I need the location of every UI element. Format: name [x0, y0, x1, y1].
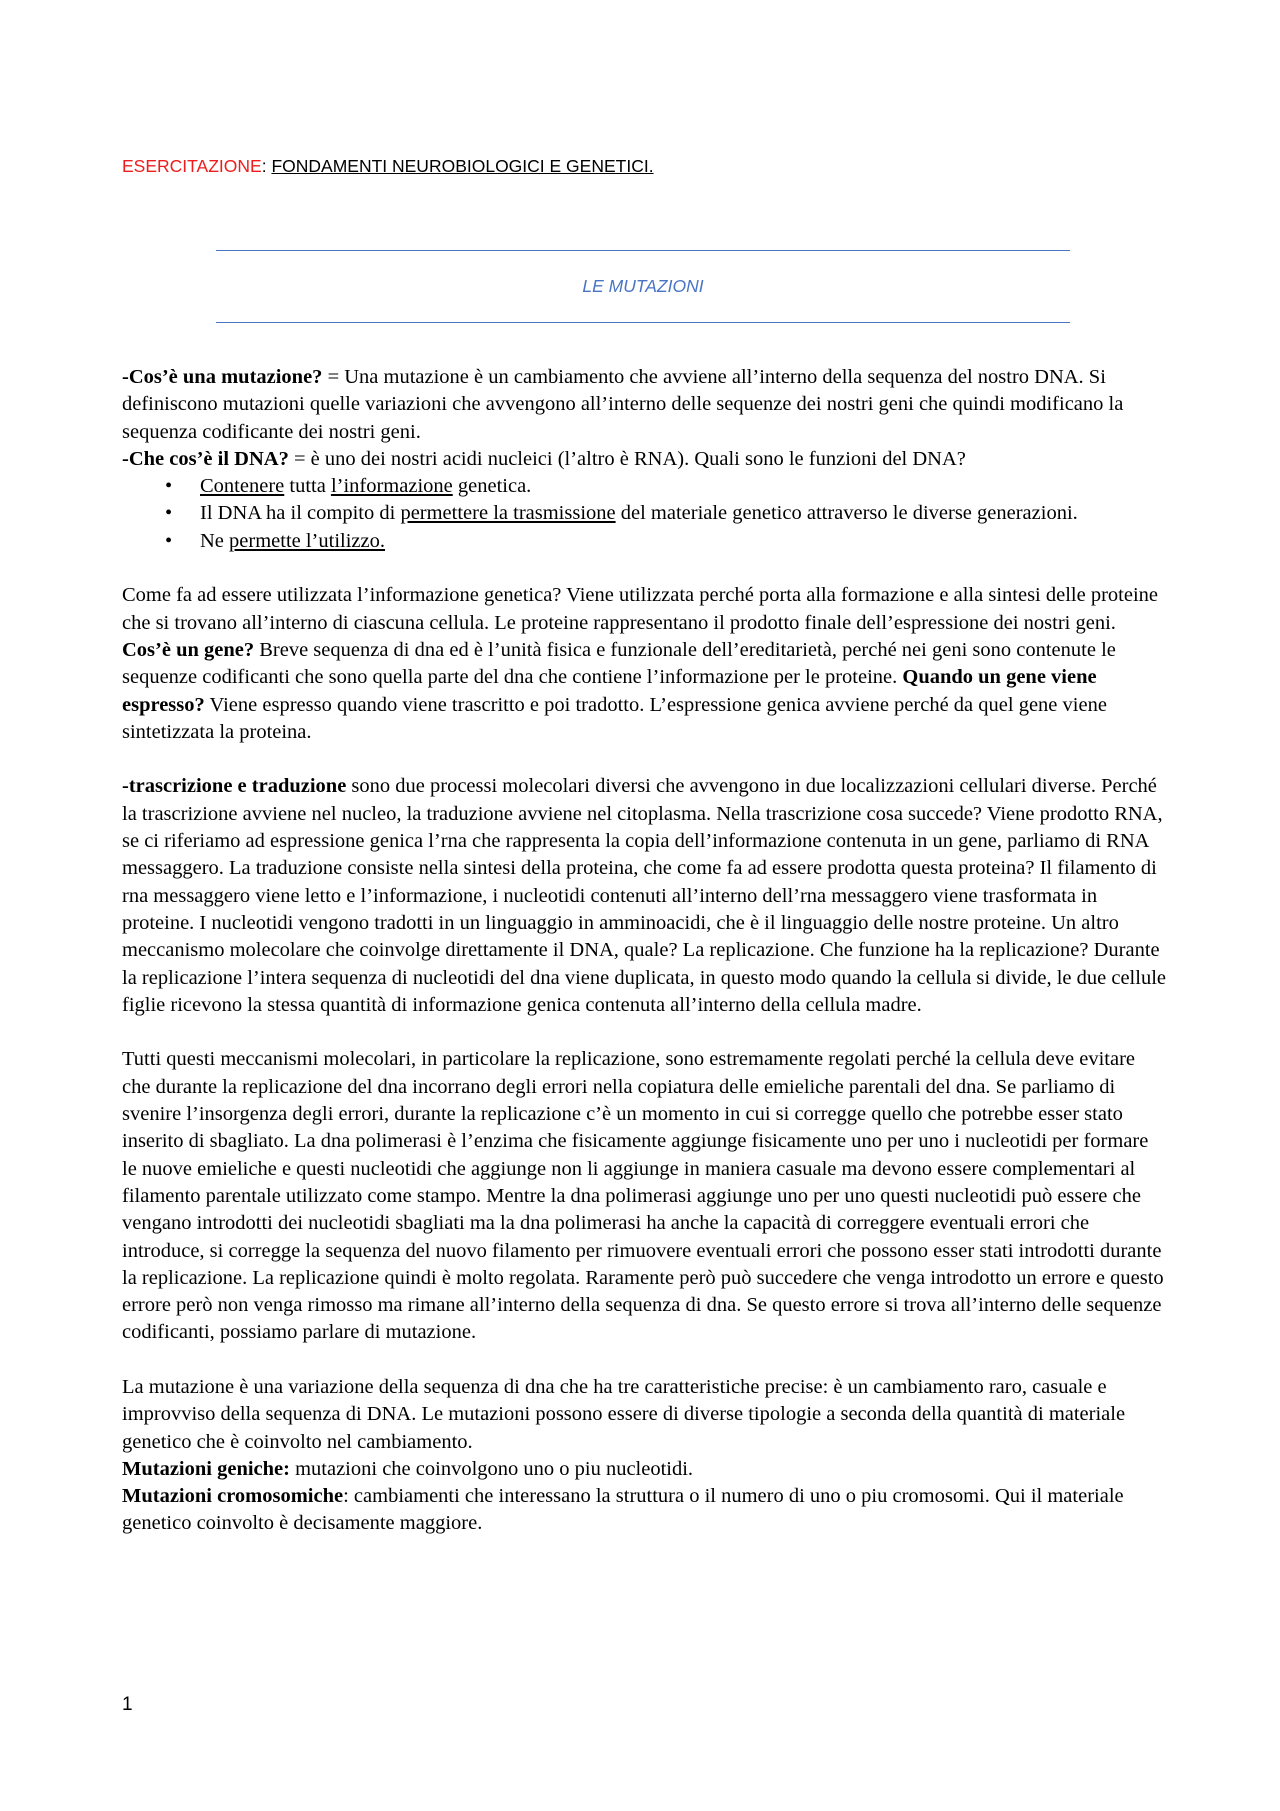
question-expression-label: Quando un gene viene espresso?	[122, 666, 1097, 716]
list-item	[122, 473, 1168, 500]
paragraph-gap	[122, 1347, 1168, 1374]
paragraph-text: mutazioni che coinvolgono uno o piu nucleotidi.	[289, 1457, 694, 1480]
underlined-text: Contenere	[200, 475, 285, 498]
question-dna-label: -Che cos’è il DNA?	[122, 447, 289, 470]
list-text: tutta	[284, 475, 331, 498]
paragraph-text: sono due processi molecolari diversi che avvengono in due localizzazioni cellulari diverse. Perché la trascrizione avviene nel nucleo, la traduzione avviene nel citoplasma. Nella trascrizione cosa succede? Viene prodotto RNA, se ci riferiamo ad espressione genica l’rna che rappresenta la copia dell’informazione contenuta in un gene, parliamo di RNA messaggero. La traduzione consiste nella sintesi della proteina, che come fa ad essere prodotta questa proteina? Il filamento di rna messaggero viene letto e l’informazione, i nucleotidi contenuti all’interno dell’rna messaggero viene trasformata in proteine. I nucleotidi vengono tradotti in un linguaggio in amminoacidi, che è il linguaggio delle nostre proteine. Un altro meccanismo molecolare che coinvolge direttamente il DNA, quale? La replicazione. Che funzione ha la replicazione? Durante la replicazione l’intera sequenza di nucleotidi del dna viene duplicata, in questo modo quando la cellula si divide, le due cellule figlie ricevono la stessa quantità di informazione genica contenuta all’interno della cellula madre.	[122, 775, 1166, 1016]
list-item	[122, 500, 1168, 527]
list-item	[122, 528, 1168, 555]
bullet-icon: •	[165, 475, 173, 498]
paragraph-transcription	[122, 773, 1168, 1019]
gene-mutations-label: Mutazioni geniche:	[122, 1457, 290, 1480]
paragraph-text: : cambiamenti che interessano la struttura o il numero di uno o piu cromosomi. Qui il materiale genetico coinvolto è decisamente maggiore.	[122, 1485, 1124, 1535]
question-gene-label: Cos’è un gene?	[122, 638, 255, 661]
underlined-text: permettere la trasmissione	[400, 502, 616, 525]
header-separator: :	[261, 156, 272, 176]
bullet-icon: •	[165, 502, 173, 525]
paragraph-gap	[122, 746, 1168, 773]
exercise-header	[122, 156, 654, 177]
list-text: genetica.	[452, 475, 532, 498]
section-title: LE MUTAZIONI	[582, 276, 704, 296]
underlined-text: l’informazione	[330, 475, 453, 498]
paragraph-text: Viene espresso quando viene trascritto e poi tradotto. L’espressione genica avviene perché da quel gene viene sintetizzata la proteina.	[122, 693, 1107, 743]
question-dna	[122, 446, 1168, 473]
question-mutation-text: = Una mutazione è un cambiamento che avviene all’interno della sequenza del nostro DNA. Si definiscono mutazioni quelle variazioni che avvengono all’interno delle sequenze dei nostri geni che quindi modificano la sequenza codificante dei nostri geni.	[122, 366, 1124, 443]
bullet-icon: •	[165, 529, 173, 552]
underlined-text: permette l’utilizzo.	[229, 529, 385, 552]
list-text: Il DNA ha il compito di	[200, 502, 401, 525]
paragraph-gap	[122, 1019, 1168, 1046]
paragraph-gap	[122, 555, 1168, 582]
header-topic: FONDAMENTI NEUROBIOLOGICI E GENETICI.	[271, 156, 654, 176]
document-body	[122, 364, 1168, 1538]
title-rule-bottom	[216, 322, 1070, 323]
paragraph-gene	[122, 582, 1168, 746]
dna-functions-list	[122, 473, 1168, 555]
header-label: ESERCITAZIONE	[122, 156, 262, 176]
paragraph-mutation: La mutazione è una variazione della sequenza di dna che ha tre caratteristiche precise: è un cambiamento raro, casuale e improvviso della sequenza di DNA. Le mutazioni possono essere di diverse tipologie a seconda della quantità di materiale genetico che è coinvolto nel cambiamento.	[122, 1375, 1126, 1453]
list-text: del materiale genetico attraverso le diverse generazioni.	[615, 502, 1078, 525]
paragraph-text: Breve sequenza di dna ed è l’unità fisica e funzionale dell’ereditarietà, perché nei geni sono contenute le sequenze codificanti che sono quella parte del dna che contiene l’informazione per le proteine.	[122, 638, 1116, 689]
question-mutation-label: -Cos’è una mutazione?	[122, 366, 323, 388]
chromosomal-mutations-label: Mutazioni cromosomiche	[122, 1485, 344, 1508]
list-text: Ne	[200, 529, 230, 552]
question-dna-text: = è uno dei nostri acidi nucleici (l’altro è RNA). Quali sono le funzioni del DNA?	[288, 447, 966, 470]
transcription-label: -trascrizione e traduzione	[122, 775, 347, 798]
question-mutation	[122, 364, 1168, 446]
gene-mutations	[122, 1456, 1168, 1483]
page-number: 1	[122, 1694, 133, 1715]
title-rule-top	[216, 250, 1070, 251]
paragraph-text: Come fa ad essere utilizzata l’informazione genetica? Viene utilizzata perché porta alla formazione e alla sintesi delle proteine che si trovano all’interno di ciascuna cellula. Le proteine rappresentano il prodotto finale dell’espressione dei nostri geni.	[122, 584, 1158, 634]
chromosomal-mutations	[122, 1483, 1168, 1538]
paragraph-replication: Tutti questi meccanismi molecolari, in particolare la replicazione, sono estremamente regolati perché la cellula deve evitare che durante la replicazione del dna incorrano degli errori nella copiatura delle emieliche parentali del dna. Se parliamo di svenire l’insorgenza degli errori, durante la replicazione c’è un momento in cui si corregge quello che potrebbe esser stato inserito di sbagliato. La dna polimerasi è l’enzima che fisicamente aggiunge fisicamente uno per uno i nucleotidi per formare le nuove emieliche e questi nucleotidi che aggiunge non li aggiunge in maniera casuale ma devono essere complementari al filamento parentale utilizzato come stampo. Mentre la dna polimerasi aggiunge uno per uno questi nucleotidi può essere che vengano introdotti dei nucleotidi sbagliati ma la dna polimerasi ha anche la capacità di correggere eventuali errori che introduce, si corregge la sequenza del nuovo filamento per rimuovere eventuali errori che possono esser stati introdotti durante la replicazione. La replicazione quindi è molto regolata. Raramente però può succedere che venga introdotto un errore e questo errore però non venga rimosso ma rimane all’interno della sequenza di dna. Se questo errore si trova all’interno delle sequenze codificanti, possiamo parlare di mutazione.	[122, 1048, 1164, 1344]
